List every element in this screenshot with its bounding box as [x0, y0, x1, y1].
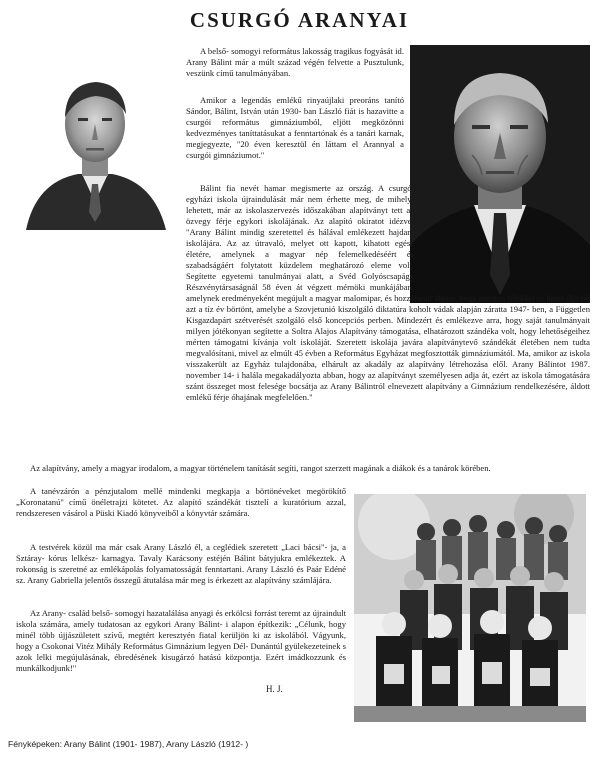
family-group-photo [354, 494, 586, 722]
paragraph-alapitvany-wrap [16, 183, 590, 453]
author-signature: H. J. [266, 684, 283, 694]
paragraph-tanevzaro: A tanévzárón a pénzjutalom mellé mindenki megkapja a börtönéveket megörökítő „Koronatanú" című önéletrajzi kötetet. Az alapító szándékát tisztelí a kuratórium azzal, rendszeresen vásárol a Püski Kiadó könyveiből a könyvtár számára. [16, 486, 346, 518]
article-title: CSURGÓ ARANYAI [189, 8, 410, 32]
paragraph-rang: Az alapítvány, amely a magyar irodalom, a magyar történelem tanítását segíti, rangot szerzett magának a diákok és a tanárok körében. [30, 463, 491, 473]
paragraph-alapitvany: Bálint fia nevét hamar megismerte az ország. A csurgói egyházi iskola újraindulását már nem érhette meg, de mihelyt lehetett, már az iskolaszervezés időszakában alapítványt tett az özvegy férje egykori iskolájának. Az alapító okiratot idézve: "Arany Bálint mindig szeretettel és hálával emlékezett hajdani iskolájára. Az az útravaló, melyet ott kapott, kihatott egész életére, amelynek a magyar nép felemelkedéséért és szabadságáért folytatott küzdelem meghatározó eleme volt. Segítette egyetemi tanulmányai alatt, a Svéd Golyóscsapágy Részvénytársaságnál 58 éven át végzett mérnöki munkájában, amelynek eredményeként megújult a magyar malomipar, és hozzájárult ahhoz, hogy töretlen lélekkel és hittel élje túl azt a tíz év börtönt, amelybe a Szovjetunió kiszolgáló diktatúra koholt vádak alapján záratta 1947- ben, a Független Kisgazdapárt szétverését szolgáló első koncepciós perben. Mindezért és emlékezve arra, hogy saját tanulmányait milyen jótékonyan segítette a Soltra Alajos Alapítvány támogatása, elhatározott szándéka volt, hogy lehetőségeihez mérten támogatni kívánja volt iskoláját. Szeretett iskolája javára alapítványtevő szándékát életében nem tudta megvalósítani, mivel az elmúlt 45 évben a Református Egyházat megfosztották gimnáziumától. Ma, amikor az iskola visszakerült az Egyház tulajdonába, elhárult az akadály az alapítvány létrehozása elől. Arany Bálintot 1987. november 14- i halála megakadályozta abban, hogy az alapítványt személyesen adja át, ezért az iskola támogatására szánt összeget most felesége bocsátja az Arany Bálintról elnevezett alapítvány a Gimnázium rendelkezésére, áldott emlékű férje óhajának megfelelően." [186, 183, 590, 402]
paragraph-intro: A belső- somogyi református lakosság tragikus fogyását id. Arany Bálint már a múlt század végén felvette a Pusztulunk, veszünk című tanulmányában. [186, 46, 404, 78]
paragraph-arany-csalad: Az Arany- család belső- somogyi hazatalálása anyagi és erkölcsi forrást teremt az újraindult iskola számára, amely tudatosan az egykori Arany Bálint- i alapon építkezik: „Célunk, hogy minél több újjászületett szívű, megtért keresztyén fiatal kerüljön ki az iskolából. Vágyunk, hogy a Csokonai Vitéz Mihály Református Gimnázium legyen Dél- Dunántúl gyülekezeteinek s azok lelki megújulásának, ébredésének kisugárzó hatású központja. Ezért imádkozzunk és munkálkodjunk!" [16, 608, 346, 673]
paragraph-testverek: A testvérek közül ma már csak Arany László él, a ceglédiek szeretett „Laci bácsi"- ja, a Sztáray- kórus lelkész- karnagya. Tavaly Karácsony estéjén Bálint bátyjukra emlékeztek. A rokonság is szeretné az emlékápolás folyamatosságát fenntartani. Arany László és Paár Edéné sz. Arany Gabriella jelentős összegű átutalása már meg is érkezett az alapítvány számlájára. [16, 542, 346, 585]
paragraph-gimnazium: Amikor a legendás emlékű rinyaújlaki preoráns tanító Sándor, Bálint, István után 1930- ban László fiát is hazavitte a csurgói református gimnáziumból, eljött megközönni kedvezményes taníttatásukat a fenntartónak és a tanári karnak, megjegyezte, "20 éven keresztül én láttam el Arannyal a csurgói gimnáziumot." [186, 95, 404, 160]
photo-caption: Fényképeken: Arany Bálint (1901- 1987), Arany László (1912- ) [8, 739, 249, 749]
